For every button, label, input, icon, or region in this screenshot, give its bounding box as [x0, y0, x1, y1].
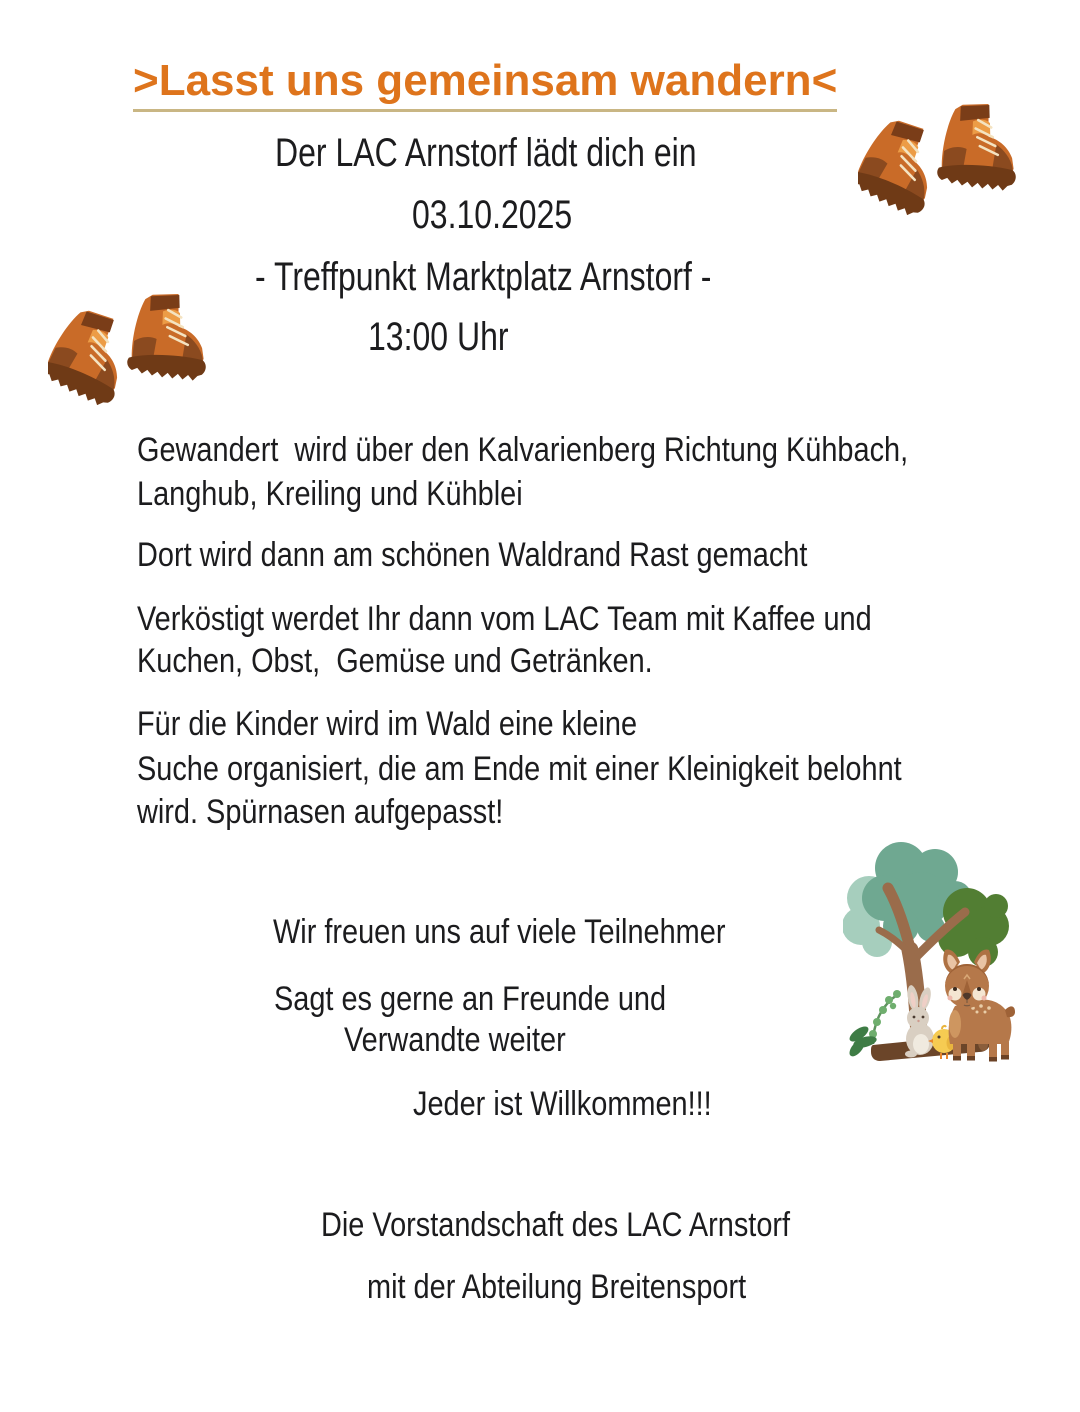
route-paragraph-line-2: Langhub, Kreiling und Kühblei [137, 475, 523, 513]
hiking-boots-icon [48, 293, 224, 405]
welcome-line: Jeder ist Willkommen!!! [413, 1085, 712, 1123]
share-line-2: Verwandte weiter [344, 1021, 566, 1059]
event-time-line: 13:00 Uhr [368, 315, 509, 359]
rest-paragraph-line: Dort wird dann am schönen Waldrand Rast gemacht [137, 536, 808, 574]
kids-paragraph-line-2: Suche organisiert, die am Ende mit einer Kleinigkeit belohnt [137, 750, 902, 788]
food-paragraph-line-1: Verköstigt werdet Ihr dann vom LAC Team mit Kaffee und [137, 600, 872, 638]
signature-line-2: mit der Abteilung Breitensport [367, 1268, 747, 1306]
share-line-1: Sagt es gerne an Freunde und [274, 980, 667, 1018]
forest-animals-icon [843, 838, 1015, 1065]
page-title: >Lasst uns gemeinsam wandern< [133, 56, 837, 112]
signature-line-1: Die Vorstandschaft des LAC Arnstorf [321, 1206, 791, 1244]
route-paragraph-line-1: Gewandert wird über den Kalvarienberg Richtung Kühbach, [137, 431, 909, 469]
event-host-line: Der LAC Arnstorf lädt dich ein [275, 131, 697, 175]
participants-line: Wir freuen uns auf viele Teilnehmer [273, 913, 726, 951]
kids-paragraph-line-1: Für die Kinder wird im Wald eine kleine [137, 705, 638, 743]
event-date-line: 03.10.2025 [412, 193, 573, 237]
food-paragraph-line-2: Kuchen, Obst, Gemüse und Getränken. [137, 642, 653, 680]
meeting-point-line: - Treffpunkt Marktplatz Arnstorf - [255, 255, 712, 299]
kids-paragraph-line-3: wird. Spürnasen aufgepasst! [137, 793, 504, 831]
hiking-boots-icon [858, 103, 1034, 215]
